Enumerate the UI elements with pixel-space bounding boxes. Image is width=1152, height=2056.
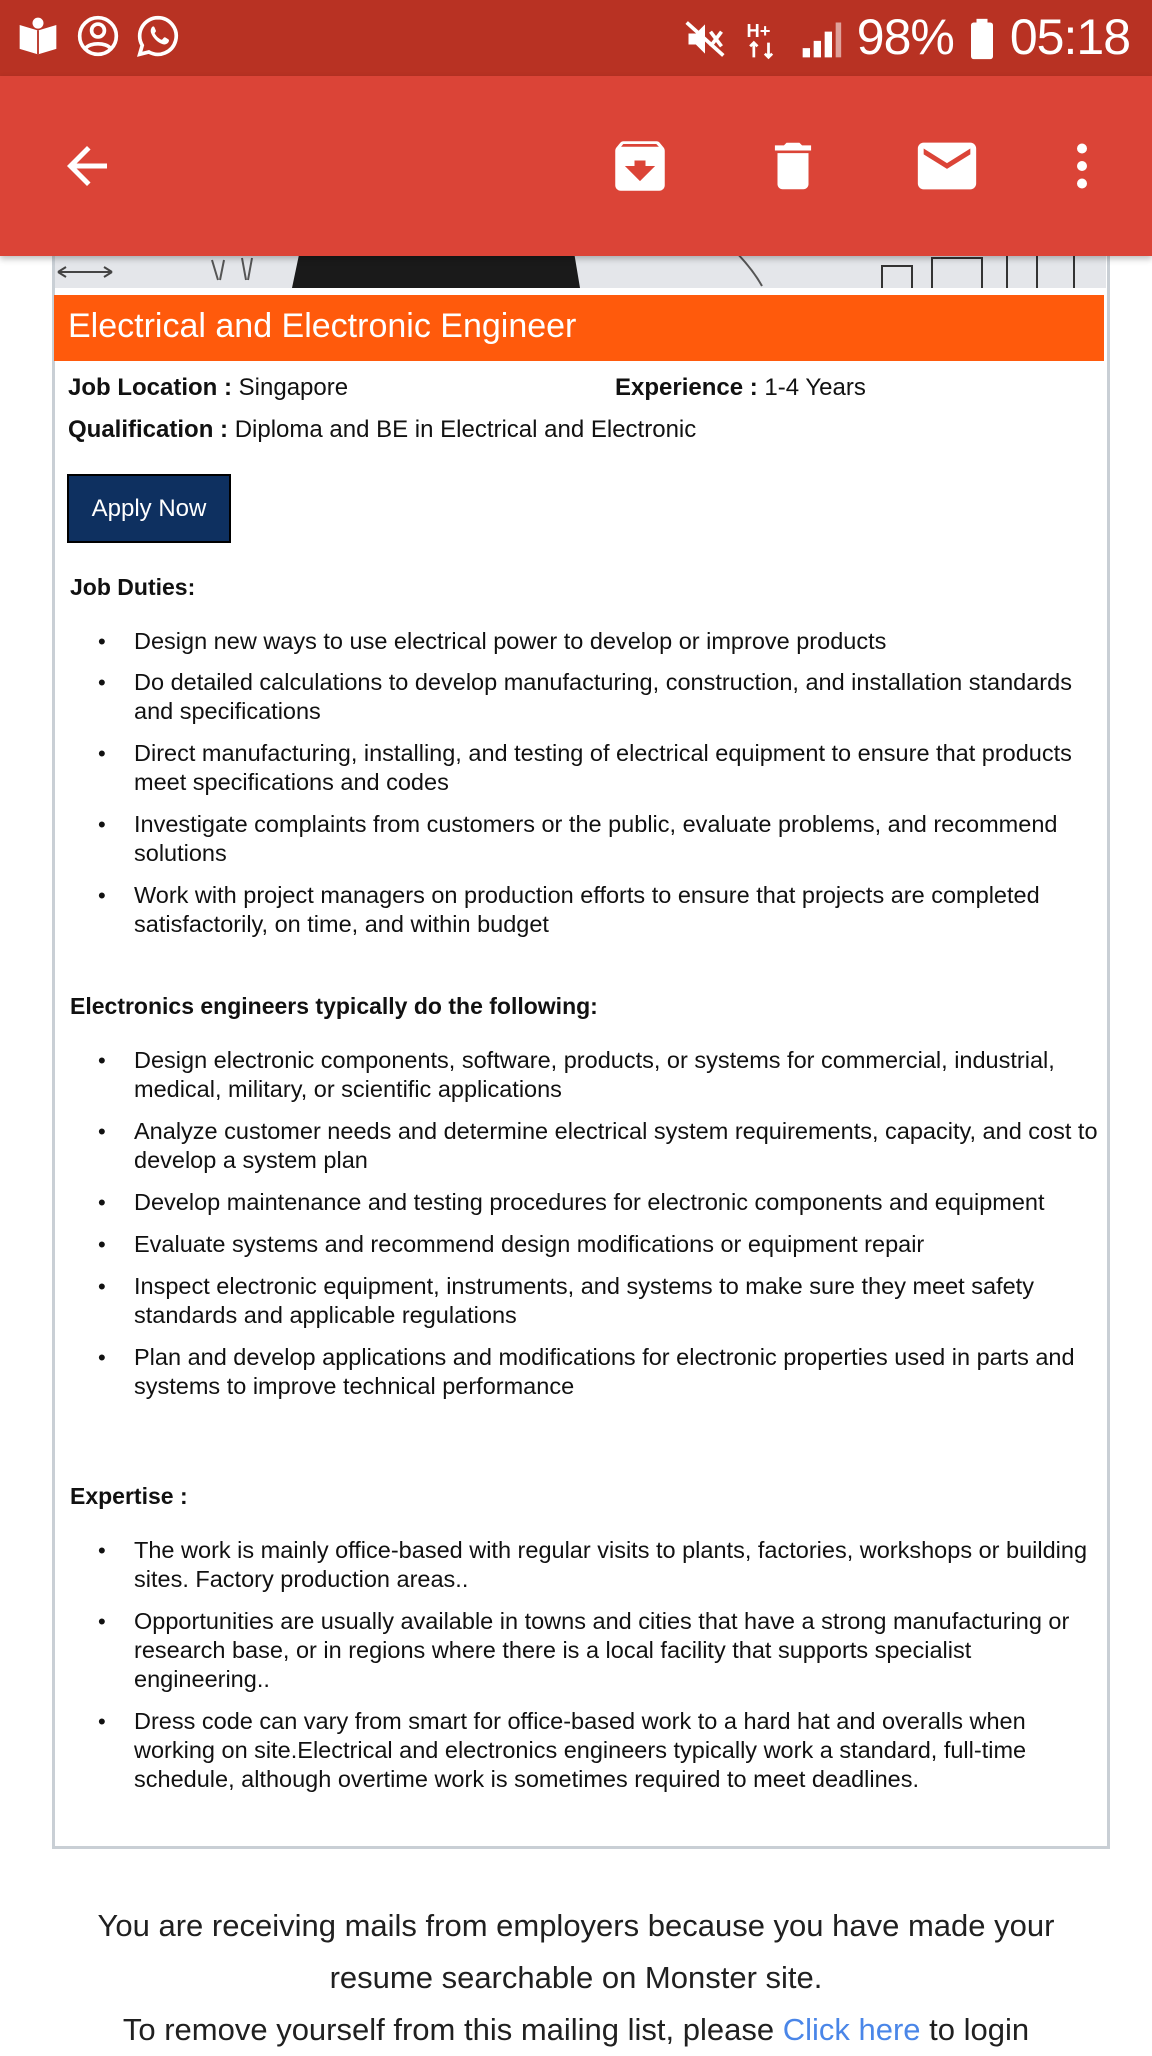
status-right: [683, 8, 1130, 66]
experience-value: 1-4 Years: [764, 374, 866, 401]
footer-line-3-end: to login: [920, 2012, 1030, 2047]
book-notification-icon: [16, 14, 60, 58]
status-bar: [0, 0, 1152, 76]
job-duties-title: Job Duties:: [70, 574, 196, 600]
electronics-list: [70, 1046, 1100, 1401]
job-duties-list: [70, 627, 1100, 939]
battery-level: 98%: [856, 9, 954, 65]
list-item: • Opportunities are usually available in towns and cities that have a strong manufacturing or research base, or in regions where there is a local facility that supports specialist engineering..: [70, 1607, 1100, 1694]
click-here-link[interactable]: Click here: [782, 2012, 921, 2047]
job-location: [68, 374, 348, 402]
list-item: • Design new ways to use electrical power to develop or improve products: [70, 627, 1100, 656]
list-item: • Dress code can vary from smart for office-based work to a hard hat and overalls when working on site.Electrical and electronics engineers typically work a standard, full-time schedule, although overtime work is sometimes required to meet deadlines.: [70, 1707, 1100, 1794]
status-left: [16, 14, 180, 58]
archive-icon[interactable]: [603, 129, 677, 203]
mail-icon[interactable]: [910, 129, 984, 203]
footer-line-3-text: To remove yourself from this mailing list, please: [122, 2012, 783, 2047]
apply-now-button[interactable]: Apply Now: [67, 474, 231, 543]
expertise-list: [70, 1536, 1100, 1794]
list-item: • Investigate complaints from customers or the public, evaluate problems, and recommend solutions: [70, 810, 1100, 868]
battery-icon: [968, 15, 996, 59]
more-vert-icon[interactable]: [1045, 129, 1119, 203]
list-item: • Evaluate systems and recommend design modifications or equipment repair: [70, 1230, 1100, 1259]
footer-line-1: You are receiving mails from employers because you have made your: [97, 1908, 1055, 1943]
clock: 05:18: [1009, 9, 1130, 65]
mute-icon: [683, 15, 727, 59]
experience-label: Experience :: [615, 374, 758, 401]
list-item: • The work is mainly office-based with regular visits to plants, factories, workshops or building sites. Factory production areas..: [70, 1536, 1100, 1594]
list-item: • Analyze customer needs and determine electrical system requirements, capacity, and cost to develop a system plan: [70, 1117, 1100, 1175]
mailing-footer: [0, 1900, 1152, 2056]
list-item: • Work with project managers on production efforts to ensure that projects are completed satisfactorily, on time, and within budget: [70, 881, 1100, 939]
qualification-value: Diploma and BE in Electrical and Electronic: [234, 416, 697, 443]
qualification-label: Qualification :: [68, 416, 229, 443]
signal-icon: [799, 15, 843, 59]
list-item: • Develop maintenance and testing procedures for electronic components and equipment: [70, 1188, 1100, 1217]
arrow-back-icon[interactable]: [50, 129, 124, 203]
app-bar: [0, 76, 1152, 256]
experience: [615, 374, 866, 402]
svg-text:H+: H+: [746, 20, 771, 42]
list-item: • Direct manufacturing, installing, and testing of electrical equipment to ensure that products meet specifications and codes: [70, 739, 1100, 797]
account-circle-icon: [76, 14, 120, 58]
whatsapp-icon: [136, 14, 180, 58]
list-item: • Do detailed calculations to develop manufacturing, construction, and installation standards and specifications: [70, 668, 1100, 726]
list-item: • Design electronic components, software, products, or systems for commercial, industrial, medical, military, or scientific applications: [70, 1046, 1100, 1104]
footer-line-3: [0, 2004, 1152, 2056]
qualification: [68, 416, 696, 444]
job-location-label: Job Location :: [68, 374, 232, 401]
job-title-bar: [54, 295, 1104, 361]
electronics-title: Electronics engineers typically do the following:: [70, 993, 598, 1019]
job-title: Electrical and Electronic Engineer: [68, 307, 577, 345]
list-item: • Inspect electronic equipment, instruments, and systems to make sure they meet safety standards and applicable regulations: [70, 1272, 1100, 1330]
job-location-value: Singapore: [238, 374, 349, 401]
delete-icon[interactable]: [756, 129, 830, 203]
footer-line-2: resume searchable on Monster site.: [329, 1960, 823, 1995]
expertise-title: Expertise :: [70, 1483, 188, 1509]
hplus-data-icon: [741, 15, 785, 59]
list-item: • Plan and develop applications and modifications for electronic properties used in parts and systems to improve technical performance: [70, 1343, 1100, 1401]
